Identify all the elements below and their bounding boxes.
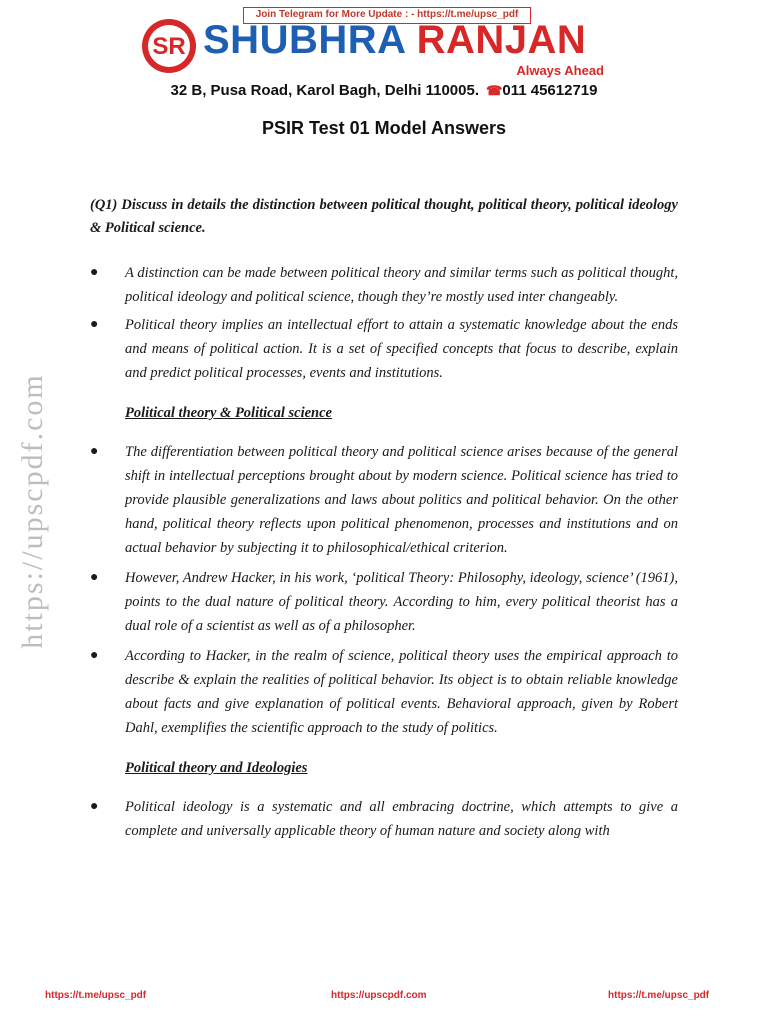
brand-name bbox=[203, 16, 586, 64]
footer-link-right[interactable]: https://t.me/upsc_pdf bbox=[608, 990, 710, 1001]
section2-bullet-list bbox=[90, 795, 678, 843]
brand-second: RANJAN bbox=[416, 18, 587, 62]
footer-link-center[interactable]: https://upscpdf.com bbox=[331, 990, 427, 1001]
address-text: 32 B, Pusa Road, Karol Bagh, Delhi 110005. bbox=[170, 82, 479, 99]
bullet-icon: ● bbox=[90, 570, 99, 585]
section-heading-theory-science: Political theory & Political science bbox=[125, 405, 332, 421]
list-item: ● A distinction can be made between political theory and similar terms such as political thought, political ideology and political science, though they’re mostly used inter changeably. bbox=[90, 261, 678, 309]
page-title: PSIR Test 01 Model Answers bbox=[261, 118, 507, 138]
section-heading-theory-ideologies: Political theory and Ideologies bbox=[125, 760, 308, 776]
bullet-icon: ● bbox=[90, 317, 99, 332]
question-text: (Q1) Discuss in details the distinction between political thought, political theory, political ideology & Political science. bbox=[90, 197, 678, 236]
list-item: ● Political theory implies an intellectual effort to attain a systematic knowledge about the ends and means of political action. It is a set of specified concepts that focus to describe, explain and predict political processes, events and institutions. bbox=[90, 313, 678, 385]
brand-first: SHUBHRA bbox=[203, 18, 406, 62]
list-item: ● However, Andrew Hacker, in his work, ‘political Theory: Philosophy, ideology, science’ (1961), points to the dual nature of political theory. According to him, every political theorist has a dual role of a scientist as well as of a philosopher. bbox=[90, 566, 678, 638]
list-item: ● The differentiation between political theory and political science arises because of the general shift in intellectual perceptions brought about by modern science. Political science has tried to provide plausible generalizations and laws about politics and political behavior. On the other hand, political theory reflects upon political phenomenon, processes and institutions and on actual behavior by subjecting it to philosophical/ethical criterion. bbox=[90, 440, 678, 560]
bullet-icon: ● bbox=[90, 648, 99, 663]
bullet-icon: ● bbox=[90, 799, 99, 814]
section1-bullet-list bbox=[90, 440, 678, 740]
list-item: ● According to Hacker, in the realm of science, political theory uses the empirical approach to describe & explain the realities of political behavior. Its object is to obtain reliable knowledge about facts and give explanation of political events. Behavioral approach, given by Robert Dahl, exemplifies the scientific approach to the study of politics. bbox=[90, 644, 678, 740]
tagline: Always Ahead bbox=[516, 63, 604, 78]
list-item: ● Political ideology is a systematic and all embracing doctrine, which attempts to give a complete and universally applicable theory of human nature and society along with bbox=[90, 795, 678, 843]
telegram-banner[interactable]: Join Telegram for More Update : - https://t.me/upsc_pdf bbox=[243, 7, 531, 24]
intro-bullet-list bbox=[90, 261, 678, 385]
document-body bbox=[90, 194, 678, 843]
watermark: https://upscpdf.com bbox=[16, 373, 49, 649]
address-line bbox=[0, 82, 768, 99]
phone-number: 011 45612719 bbox=[502, 82, 598, 99]
bullet-icon: ● bbox=[90, 444, 99, 459]
telephone-icon: ☎ bbox=[486, 83, 503, 98]
logo-letters: SR bbox=[152, 33, 186, 60]
footer-link-left[interactable]: https://t.me/upsc_pdf bbox=[45, 990, 147, 1001]
sr-logo bbox=[140, 17, 198, 75]
bullet-icon: ● bbox=[90, 265, 99, 280]
